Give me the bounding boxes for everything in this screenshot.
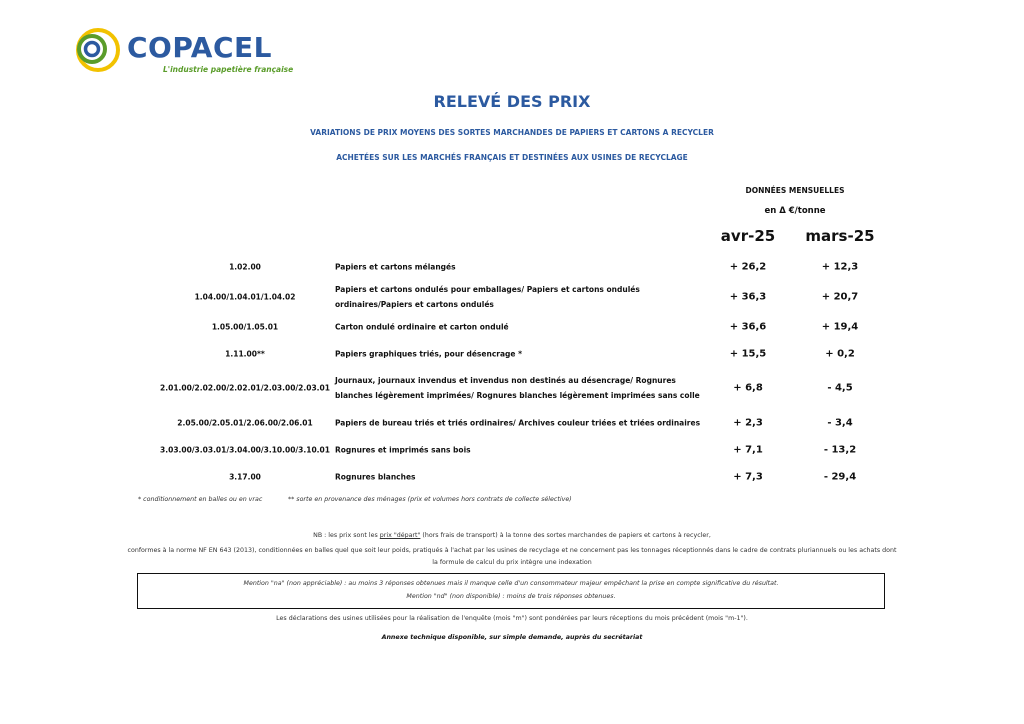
note-nb-suffix: (hors frais de transport) à la tonne des sortes marchandes de papiers et cartons à recycler,: [420, 532, 711, 539]
row-label: Papiers et cartons mélangés: [335, 262, 456, 272]
row-code: 1.05.00/1.05.01: [211, 322, 279, 332]
note-nb-line1: [120, 532, 904, 539]
note-declarations: Les déclarations des usines utilisées pour la réalisation de l'enquête (mois "m") sont pondérées par leurs réceptions du mois précédent (mois "m-1").: [276, 615, 748, 622]
row-value-march: + 0,2: [825, 348, 855, 360]
subtitle-markets: ACHETÉES SUR LES MARCHÉS FRANÇAIS ET DESTINÉES AUX USINES DE RECYCLAGE: [336, 153, 688, 162]
row-value-march: - 4,5: [827, 382, 853, 394]
row-value-march: + 20,7: [821, 291, 859, 303]
header-monthly-data: DONNÉES MENSUELLES: [745, 186, 845, 195]
subtitle-variations: VARIATIONS DE PRIX MOYENS DES SORTES MARCHANDES DE PAPIERS ET CARTONS A RECYCLER: [310, 128, 714, 137]
row-value-april: + 7,1: [733, 444, 763, 456]
row-value-april: + 36,3: [729, 291, 767, 303]
column-header-april: avr-25: [720, 227, 776, 245]
footnote-packaging: * conditionnement en balles ou en vrac: [138, 496, 263, 503]
table-row: [0, 462, 1024, 492]
row-value-april: + 2,3: [733, 417, 763, 429]
table-row: [0, 252, 1024, 282]
table-row: [0, 339, 1024, 369]
row-label: Journaux, journaux invendus et invendus non destinés au désencrage/ Rognures blanches légèrement imprimées/ Rognures blanches légèrement imprimées sans colle: [335, 376, 700, 400]
row-code: 1.02.00: [229, 262, 261, 272]
row-label: Rognures blanches: [335, 472, 416, 482]
row-label: Rognures et imprimés sans bois: [335, 445, 471, 455]
row-value-march: + 19,4: [821, 321, 859, 333]
footnote-households: ** sorte en provenance des ménages (prix et volumes hors contrats de collecte sélective): [288, 496, 572, 503]
note-annexe: Annexe technique disponible, sur simple demande, auprès du secrétariat: [381, 634, 643, 641]
row-label: Papiers graphiques triés, pour désencrage *: [335, 349, 523, 359]
table-row: [0, 373, 1024, 403]
logo-tagline: L'industrie papetière française: [163, 65, 294, 74]
row-label: Papiers et cartons ondulés pour emballages/ Papiers et cartons ondulés ordinaires/Papiers et cartons ondulés: [335, 285, 640, 309]
row-value-march: - 13,2: [823, 444, 857, 456]
row-label: Carton ondulé ordinaire et carton ondulé: [335, 322, 509, 332]
copacel-logo: [72, 27, 302, 79]
header-unit: en Δ €/tonne: [764, 206, 826, 216]
note-nb-departure-price: prix "départ": [379, 532, 421, 539]
copacel-logo-mark-icon: [72, 27, 124, 73]
mention-box: [137, 573, 885, 609]
table-row: [0, 408, 1024, 438]
row-value-april: + 6,8: [733, 382, 763, 394]
row-value-april: + 7,3: [733, 471, 763, 483]
note-nb-line3: la formule de calcul du prix intègre une indexation: [432, 559, 592, 566]
row-code: 2.05.00/2.05.01/2.06.00/2.06.01: [177, 418, 313, 428]
table-row: [0, 312, 1024, 342]
row-value-march: - 29,4: [823, 471, 857, 483]
row-value-march: + 12,3: [821, 261, 859, 273]
table-row: [0, 282, 1024, 312]
page-title: RELEVÉ DES PRIX: [433, 92, 591, 111]
row-code: 3.17.00: [229, 472, 261, 482]
note-nb-prefix: NB : les prix sont les: [313, 532, 380, 539]
row-value-march: - 3,4: [827, 417, 853, 429]
row-label: Papiers de bureau triés et triés ordinaires/ Archives couleur triées et triées ordinaires: [335, 418, 701, 428]
row-code: 3.03.00/3.03.01/3.04.00/3.10.00/3.10.01: [160, 445, 330, 455]
row-value-april: + 36,6: [729, 321, 767, 333]
note-nb-line2: conformes à la norme NF EN 643 (2013), conditionnées en balles quel que soit leur poids, pratiqués à l'achat par les usines de recyclage et ne concernent pas les tonnages réceptionnés dans le cadre de contrats pluriannuels ou les achats dont: [127, 547, 897, 554]
row-value-april: + 26,2: [729, 261, 767, 273]
row-code: 1.11.00**: [225, 349, 265, 359]
column-header-march: mars-25: [805, 227, 875, 245]
row-code: 1.04.00/1.04.01/1.04.02: [194, 292, 296, 302]
mention-na: Mention "na" (non appréciable) : au moins 3 réponses obtenues mais il manque celle d'un consommateur majeur empêchant la prise en compte significative du résultat.: [243, 580, 779, 587]
mention-nd: Mention "nd" (non disponible) : moins de trois réponses obtenues.: [406, 593, 616, 600]
logo-name: COPACEL: [127, 31, 272, 64]
row-code: 2.01.00/2.02.00/2.02.01/2.03.00/2.03.01: [160, 383, 330, 393]
table-row: [0, 435, 1024, 465]
row-value-april: + 15,5: [729, 348, 767, 360]
